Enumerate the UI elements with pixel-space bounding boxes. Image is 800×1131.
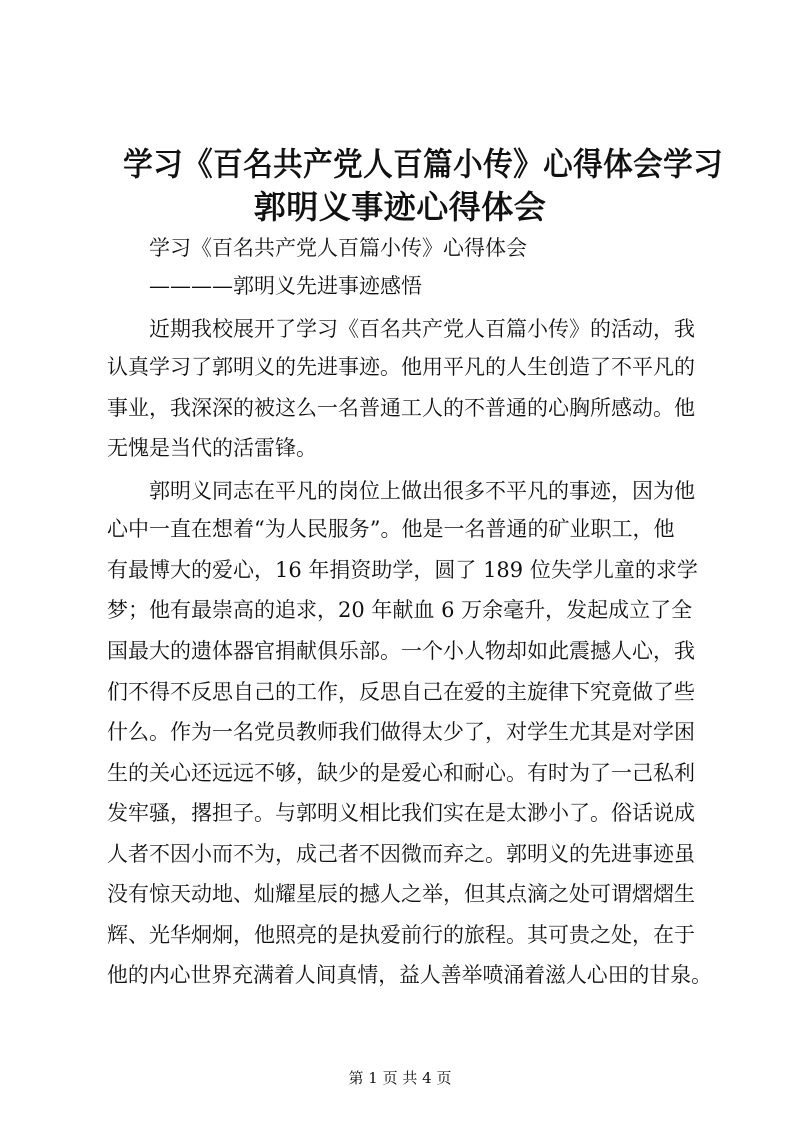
paragraph-line: 他的内心世界充满着人间真情，益人善举喷涌着滋人心田的甘泉。 — [107, 963, 712, 987]
paragraph-line: 发牢骚，撂担子。与郭明义相比我们实在是太渺小了。俗话说成 — [107, 801, 695, 825]
paragraph-line: 有最博大的爱心，16 年捐资助学，圆了 189 位失学儿童的求学 — [107, 558, 698, 582]
paragraph-line: 认真学习了郭明义的先进事迹。他用平凡的人生创造了不平凡的 — [107, 355, 695, 379]
paragraph-line: 事业，我深深的被这么一名普通工人的不普通的心胸所感动。他 — [107, 396, 695, 420]
paragraph-line: 生的关心还远远不够，缺少的是爱心和耐心。有时为了一己私利 — [107, 761, 695, 785]
page-footer: 第 1 页 共 4 页 — [348, 1069, 452, 1087]
paragraph-line: 国最大的遗体器官捐献俱乐部。一个小人物却如此震撼人心，我 — [107, 639, 695, 663]
paragraph-line: 近期我校展开了学习《百名共产党人百篇小传》的活动，我 — [149, 317, 695, 341]
paragraph-line: 心中一直在想着“为人民服务”。他是一名普通的矿业职工，他 — [107, 517, 675, 541]
paragraph-line: 人者不因小而不为，成己者不因微而弃之。郭明义的先进事迹虽 — [107, 842, 695, 866]
paragraph-line: 郭明义同志在平凡的岗位上做出很多不平凡的事迹，因为他 — [149, 479, 695, 503]
subtitle-line: 学习《百名共产党人百篇小传》心得体会 — [149, 236, 527, 260]
subheading-line: ————郭明义先进事迹感悟 — [149, 274, 422, 298]
paragraph-line: 们不得不反思自己的工作，反思自己在爱的主旋律下究竟做了些 — [107, 680, 695, 704]
paragraph-line: 辉、光华炯炯，他照亮的是执爱前行的旅程。其可贵之处，在于 — [107, 923, 695, 947]
document-title-line-1: 学习《百名共产党人百篇小传》心得体会学习 — [123, 145, 724, 183]
paragraph-line: 什么。作为一名党员教师我们做得太少了，对学生尤其是对学困 — [107, 720, 695, 744]
paragraph-line: 没有惊天动地、灿耀星辰的撼人之举，但其点滴之处可谓熠熠生 — [107, 882, 695, 906]
paragraph-line: 无愧是当代的活雷锋。 — [107, 436, 317, 460]
document-title-line-2: 郭明义事迹心得体会 — [253, 188, 547, 226]
paragraph-line: 梦；他有最崇高的追求，20 年献血 6 万余毫升，发起成立了全 — [107, 598, 693, 622]
